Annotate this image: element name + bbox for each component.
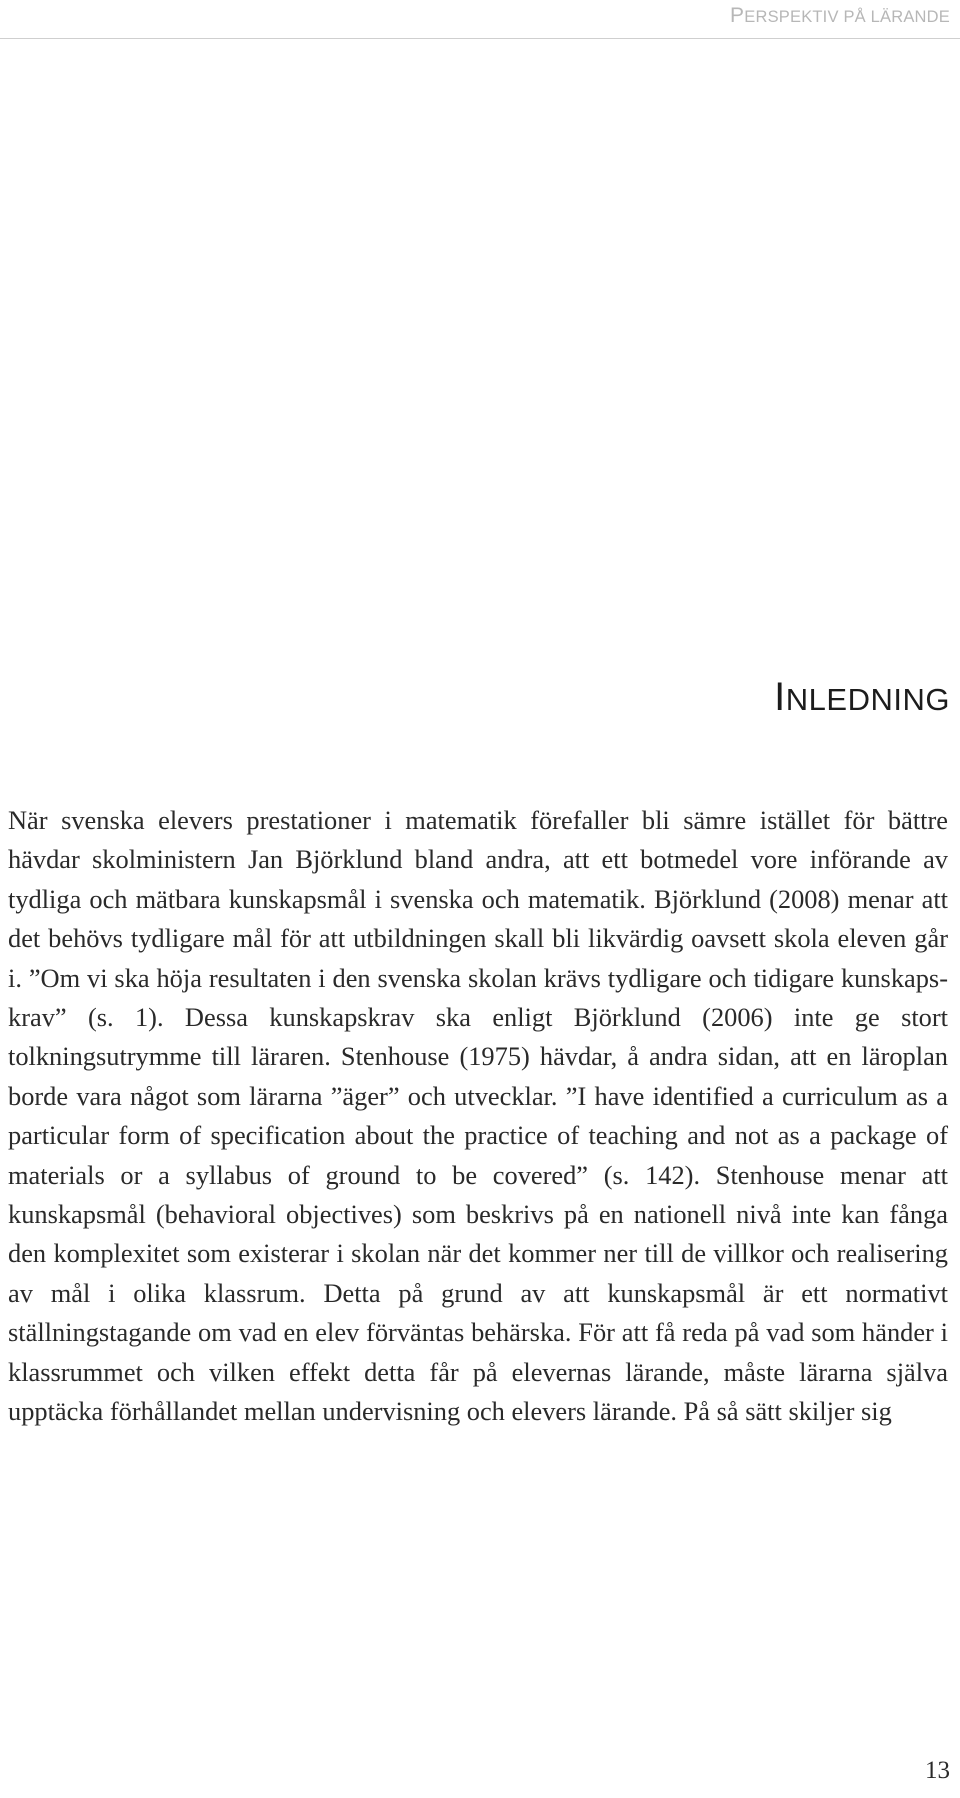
chapter-title-rest: NLEDNING [785, 682, 950, 717]
running-header-rest: ERSPEKTIV PÅ LÄRANDE [744, 8, 950, 26]
chapter-title-initial: I [774, 675, 786, 719]
running-header-initial: P [730, 4, 745, 27]
running-header [730, 4, 950, 28]
header-divider [0, 38, 960, 39]
body-paragraph: När svenska elevers prestationer i matematik förefaller bli sämre istället för bättre hävdar skolministern Jan Björklund bland andra, att ett botmedel vore införande av tydliga och mätbara kunskapsmål i svenska och matematik. Björklund (2008) menar att det behövs tydligare mål för att utbildningen skall bli likvärdig oavsett skola eleven går i. ”Om vi ska höja resultaten i den svenska skolan krävs tydligare och tidigare kunskapskrav” (s. 1). Dessa kunskapskrav ska enligt Björklund (2006) inte ge stort tolkningsutrymme till läraren. Stenhouse (1975) hävdar, å andra sidan, att en läroplan borde vara något som lärarna ”äger” och utvecklar. ”I have identified a curriculum as a particular form of specification about the practice of teaching and not as a package of materials or a syllabus of ground to be covered” (s. 142). Stenhouse menar att kunskapsmål (behavioral objectives) som beskrivs på en nationell nivå inte kan fånga den komplexitet som existerar i skolan när det kommer ner till de villkor och realisering av mål i olika klassrum. Detta på grund av att kunskapsmål är ett normativt ställningstagande om vad en elev förväntas behärska. För att få reda på vad som händer i klassrummet och vilken effekt detta får på elevernas lärande, måste lärarna själva upptäcka förhållandet mellan undervisning och elevers lärande. På så sätt skiljer sig [8, 805, 948, 1427]
chapter-title [774, 675, 950, 720]
page-number: 13 [925, 1757, 950, 1784]
